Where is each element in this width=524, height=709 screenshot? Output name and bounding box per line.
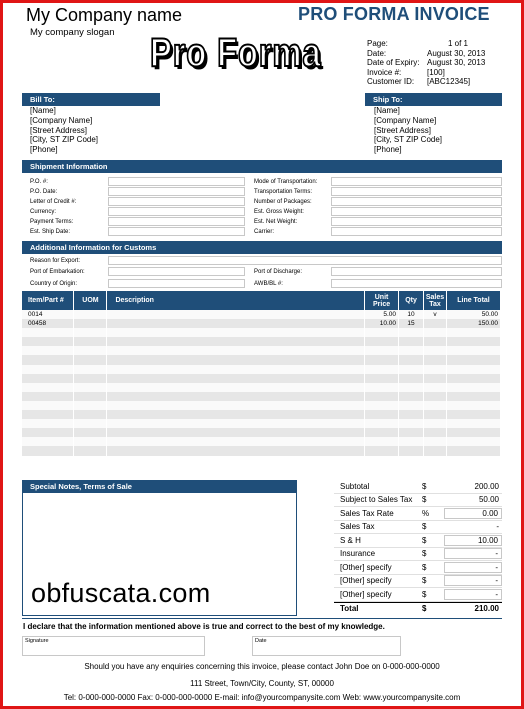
- totals-row: [334, 575, 502, 589]
- table-cell[interactable]: [22, 410, 74, 419]
- table-cell[interactable]: [107, 410, 365, 419]
- table-cell[interactable]: [424, 401, 447, 410]
- table-cell[interactable]: [22, 365, 74, 374]
- table-cell[interactable]: v: [424, 310, 447, 319]
- table-cell[interactable]: [22, 355, 74, 364]
- table-row: [22, 410, 501, 419]
- table-cell[interactable]: [365, 337, 399, 346]
- address-line: [Name]: [30, 106, 56, 115]
- signature-label: Signature: [25, 638, 49, 644]
- table-cell[interactable]: [365, 383, 399, 392]
- totals-panel: [334, 480, 502, 615]
- totals-label: S & H: [340, 535, 361, 545]
- table-cell[interactable]: [107, 446, 365, 455]
- table-cell[interactable]: [74, 383, 107, 392]
- table-cell[interactable]: [74, 355, 107, 364]
- meta-key: Date of Expiry:: [367, 58, 420, 67]
- table-cell[interactable]: 10: [399, 310, 424, 319]
- table-row: [22, 419, 501, 428]
- totals-row: [334, 521, 502, 535]
- meta-value: August 30, 2013: [427, 48, 486, 58]
- table-cell[interactable]: [424, 428, 447, 437]
- table-cell[interactable]: [447, 383, 501, 392]
- table-cell[interactable]: [107, 374, 365, 383]
- totals-label: Insurance: [340, 549, 376, 559]
- table-cell[interactable]: [447, 419, 501, 428]
- table-row: [22, 437, 501, 446]
- table-cell[interactable]: [399, 355, 424, 364]
- table-cell[interactable]: [365, 355, 399, 364]
- totals-value: -: [496, 522, 499, 532]
- table-cell[interactable]: [365, 428, 399, 437]
- address-line: [Street Address]: [374, 125, 431, 135]
- pro-forma-stamp: Pro Forma: [150, 31, 322, 75]
- table-cell[interactable]: [22, 346, 74, 355]
- table-cell[interactable]: [107, 355, 365, 364]
- table-cell[interactable]: [107, 346, 365, 355]
- table-cell[interactable]: [22, 337, 74, 346]
- table-cell[interactable]: [399, 401, 424, 410]
- table-row: [22, 346, 501, 355]
- table-cell[interactable]: [22, 419, 74, 428]
- table-cell[interactable]: [447, 410, 501, 419]
- address-line: [Phone]: [30, 145, 58, 155]
- totals-value[interactable]: 0.00: [444, 508, 502, 519]
- table-cell[interactable]: [399, 374, 424, 383]
- table-cell[interactable]: [107, 437, 365, 446]
- watermark: obfuscata.com: [31, 578, 211, 608]
- meta-row: [367, 49, 489, 59]
- totals-symbol: $: [422, 589, 427, 599]
- totals-row: [334, 480, 502, 494]
- table-cell[interactable]: [365, 401, 399, 410]
- table-cell[interactable]: [365, 437, 399, 446]
- table-cell[interactable]: [365, 328, 399, 337]
- table-cell[interactable]: [74, 374, 107, 383]
- declaration: I declare that the information mentioned above is true and correct to the best of my knowledge.: [23, 622, 385, 631]
- col-unit-price: Unit Price: [365, 291, 399, 310]
- ship-to-address: [374, 106, 442, 155]
- totals-label: Sales Tax Rate: [340, 508, 394, 518]
- shipment-label: Transportation Terms:: [254, 189, 313, 195]
- totals-symbol: $: [422, 481, 427, 491]
- table-cell[interactable]: [424, 446, 447, 455]
- meta-key: Date:: [367, 48, 387, 58]
- customs-header: Additional Information for Customs: [22, 241, 502, 254]
- totals-row: [334, 561, 502, 575]
- company-slogan: My company slogan: [30, 27, 115, 38]
- divider: [22, 618, 502, 619]
- table-cell[interactable]: [447, 437, 501, 446]
- bill-to-address: [30, 106, 98, 155]
- table-cell[interactable]: [399, 383, 424, 392]
- shipment-label: Currency:: [30, 209, 57, 215]
- table-cell[interactable]: [74, 346, 107, 355]
- shipment-label: Est. Net Weight:: [254, 219, 298, 225]
- table-cell[interactable]: [399, 410, 424, 419]
- meta-row: [367, 77, 489, 87]
- address-line: [City, ST ZIP Code]: [374, 135, 443, 145]
- table-cell[interactable]: [424, 346, 447, 355]
- totals-row: [334, 602, 502, 616]
- meta-key: Customer ID:: [367, 77, 415, 86]
- table-cell[interactable]: [107, 319, 365, 328]
- table-cell[interactable]: [447, 392, 501, 401]
- invoice-meta: [367, 39, 489, 87]
- table-cell[interactable]: [424, 392, 447, 401]
- table-cell[interactable]: [107, 383, 365, 392]
- awb-field[interactable]: [331, 279, 502, 288]
- table-cell[interactable]: [22, 437, 74, 446]
- table-row: [22, 337, 501, 346]
- totals-label: Subject to Sales Tax: [340, 495, 413, 505]
- table-cell[interactable]: [74, 365, 107, 374]
- reason-label: Reason for Export:: [30, 258, 81, 264]
- address-line: [Phone]: [374, 145, 402, 155]
- table-cell[interactable]: [74, 428, 107, 437]
- col-uom: UOM: [74, 291, 107, 310]
- totals-symbol: $: [422, 522, 427, 532]
- table-cell[interactable]: [365, 446, 399, 455]
- bill-to-header: Bill To:: [22, 93, 160, 106]
- shipment-label: Number of Packages:: [254, 199, 312, 205]
- date-field[interactable]: [252, 636, 401, 656]
- totals-value: 210.00: [474, 604, 499, 614]
- table-cell[interactable]: [365, 365, 399, 374]
- totals-row: [334, 494, 502, 508]
- totals-value: 200.00: [474, 481, 499, 491]
- col-description: Description: [107, 291, 365, 310]
- shipment-field[interactable]: [108, 177, 245, 186]
- table-cell[interactable]: [424, 355, 447, 364]
- shipment-label: Letter of Credit #:: [30, 199, 77, 205]
- totals-row: [334, 548, 502, 562]
- meta-value: [100]: [427, 67, 445, 77]
- table-cell[interactable]: [74, 410, 107, 419]
- table-cell[interactable]: [365, 410, 399, 419]
- shipment-label: Mode of Transportation:: [254, 179, 318, 185]
- table-cell[interactable]: [424, 337, 447, 346]
- totals-symbol: $: [422, 576, 427, 586]
- table-row: [22, 365, 501, 374]
- notes-header: Special Notes, Terms of Sale: [22, 480, 297, 493]
- items-table: [22, 291, 501, 456]
- col-sales-tax: Sales Tax: [424, 291, 447, 310]
- company-address: 111 Street, Town/City, County, ST, 00000: [190, 679, 334, 688]
- address-line: [Company Name]: [30, 115, 93, 125]
- totals-value[interactable]: 10.00: [444, 535, 502, 546]
- col-line-total: Line Total: [447, 291, 501, 310]
- table-cell[interactable]: [365, 392, 399, 401]
- table-cell[interactable]: [74, 437, 107, 446]
- table-row: [22, 401, 501, 410]
- company-contact: Tel: 0-000-000-0000 Fax: 0-000-000-0000 E-mail: info@yourcompanysite.com Web: www.yourcompanysite.com: [63, 693, 461, 702]
- table-cell[interactable]: 15: [399, 319, 424, 328]
- table-cell[interactable]: [447, 337, 501, 346]
- table-cell[interactable]: [74, 328, 107, 337]
- table-cell[interactable]: [447, 355, 501, 364]
- table-cell[interactable]: [74, 446, 107, 455]
- table-cell[interactable]: [424, 437, 447, 446]
- table-cell[interactable]: [447, 346, 501, 355]
- shipment-field[interactable]: [108, 187, 245, 196]
- meta-value: [ABC12345]: [427, 77, 471, 86]
- address-line: [Street Address]: [30, 125, 87, 135]
- totals-row: [334, 507, 502, 521]
- totals-label: Total: [340, 604, 359, 614]
- table-cell[interactable]: 50.00: [447, 310, 501, 319]
- totals-value[interactable]: -: [444, 589, 502, 600]
- totals-row: [334, 588, 502, 602]
- date-label: Date: [255, 638, 267, 644]
- table-cell[interactable]: [399, 392, 424, 401]
- totals-value[interactable]: -: [444, 548, 502, 559]
- table-cell[interactable]: [22, 392, 74, 401]
- table-cell[interactable]: [399, 365, 424, 374]
- table-cell[interactable]: [399, 428, 424, 437]
- shipment-label: P.O. Date:: [30, 189, 58, 195]
- totals-value: 50.00: [478, 495, 499, 505]
- ship-to-header: Ship To:: [365, 93, 502, 106]
- table-cell[interactable]: [424, 383, 447, 392]
- table-cell[interactable]: [74, 419, 107, 428]
- totals-row: [334, 534, 502, 548]
- table-row: [22, 428, 501, 437]
- reason-field[interactable]: [108, 256, 502, 265]
- table-cell[interactable]: [424, 410, 447, 419]
- table-cell[interactable]: [365, 374, 399, 383]
- meta-row: [367, 68, 489, 78]
- table-cell[interactable]: [107, 337, 365, 346]
- totals-symbol: $: [422, 535, 427, 545]
- table-cell[interactable]: [399, 328, 424, 337]
- table-row: [22, 328, 501, 337]
- shipment-field[interactable]: [331, 207, 502, 216]
- table-cell[interactable]: [424, 419, 447, 428]
- shipment-field[interactable]: [108, 197, 245, 206]
- table-row: [22, 355, 501, 364]
- totals-symbol: $: [422, 604, 427, 614]
- table-cell[interactable]: [107, 419, 365, 428]
- table-cell[interactable]: 150.00: [447, 319, 501, 328]
- table-cell[interactable]: [107, 428, 365, 437]
- embarkation-label: Port of Embarkation:: [30, 269, 85, 275]
- table-cell[interactable]: [447, 374, 501, 383]
- table-cell[interactable]: [424, 328, 447, 337]
- discharge-field[interactable]: [331, 267, 502, 276]
- totals-symbol: $: [422, 495, 427, 505]
- table-cell[interactable]: [447, 428, 501, 437]
- table-cell[interactable]: [447, 365, 501, 374]
- totals-label: Sales Tax: [340, 522, 375, 532]
- table-cell[interactable]: [22, 374, 74, 383]
- table-cell[interactable]: [424, 374, 447, 383]
- shipment-label: Est. Ship Date:: [30, 229, 71, 235]
- meta-row: [367, 58, 489, 68]
- shipment-label: Carrier:: [254, 229, 275, 235]
- company-name: My Company name: [26, 5, 183, 25]
- table-cell[interactable]: [107, 328, 365, 337]
- address-line: [Name]: [374, 106, 400, 115]
- shipment-label: P.O. #:: [30, 179, 48, 185]
- table-cell[interactable]: [22, 428, 74, 437]
- table-cell[interactable]: [365, 346, 399, 355]
- shipment-header: Shipment Information: [22, 160, 502, 173]
- totals-symbol: $: [422, 562, 427, 572]
- table-cell[interactable]: [447, 328, 501, 337]
- table-cell[interactable]: [424, 319, 447, 328]
- totals-label: [Other] specify: [340, 589, 392, 599]
- shipment-field[interactable]: [108, 227, 245, 236]
- shipment-label: Payment Terms:: [30, 219, 74, 225]
- table-cell[interactable]: [74, 310, 107, 319]
- shipment-field[interactable]: [331, 177, 502, 186]
- table-cell[interactable]: [74, 319, 107, 328]
- shipment-field[interactable]: [108, 207, 245, 216]
- table-cell[interactable]: 00458: [22, 319, 74, 328]
- col-item: Item/Part #: [22, 291, 74, 310]
- totals-symbol: %: [422, 508, 430, 518]
- signature-field[interactable]: [22, 636, 205, 656]
- enquiries-text: Should you have any enquiries concerning this invoice, please contact John Doe on 0-000-000-0000: [84, 662, 440, 671]
- table-cell[interactable]: [107, 392, 365, 401]
- meta-row: [367, 39, 489, 49]
- totals-value[interactable]: -: [444, 562, 502, 573]
- meta-key: Invoice #:: [367, 67, 402, 77]
- table-cell[interactable]: [74, 401, 107, 410]
- table-cell[interactable]: [365, 419, 399, 428]
- table-cell[interactable]: [107, 310, 365, 319]
- totals-symbol: $: [422, 549, 427, 559]
- table-cell[interactable]: [107, 365, 365, 374]
- table-cell[interactable]: [74, 337, 107, 346]
- shipment-field[interactable]: [108, 217, 245, 226]
- table-cell[interactable]: [22, 401, 74, 410]
- totals-label: [Other] specify: [340, 562, 392, 572]
- table-cell[interactable]: 10.00: [365, 319, 399, 328]
- address-line: [City, ST ZIP Code]: [30, 135, 99, 145]
- shipment-field[interactable]: [331, 197, 502, 206]
- origin-field[interactable]: [108, 279, 245, 288]
- meta-key: Page:: [367, 39, 388, 48]
- table-cell[interactable]: [424, 365, 447, 374]
- awb-label: AWB/BL #:: [254, 281, 283, 287]
- table-cell[interactable]: 5.00: [365, 310, 399, 319]
- totals-value[interactable]: -: [444, 575, 502, 586]
- col-qty: Qty: [399, 291, 424, 310]
- table-cell[interactable]: [447, 446, 501, 455]
- shipment-field[interactable]: [331, 217, 502, 226]
- origin-label: Country of Origin:: [30, 281, 78, 287]
- table-cell[interactable]: [399, 437, 424, 446]
- table-cell[interactable]: [107, 401, 365, 410]
- table-cell[interactable]: [399, 337, 424, 346]
- table-cell[interactable]: [22, 328, 74, 337]
- table-cell[interactable]: [22, 446, 74, 455]
- shipment-label: Est. Gross Weight:: [254, 209, 304, 215]
- embarkation-field[interactable]: [108, 267, 245, 276]
- table-cell[interactable]: [399, 446, 424, 455]
- meta-value: August 30, 2013: [427, 58, 486, 67]
- table-cell[interactable]: [447, 401, 501, 410]
- address-line: [Company Name]: [374, 115, 437, 125]
- totals-label: [Other] specify: [340, 576, 392, 586]
- invoice-title: PRO FORMA INVOICE: [298, 4, 490, 24]
- meta-value: 1 of 1: [447, 39, 468, 48]
- table-cell[interactable]: 0014: [22, 310, 74, 319]
- table-row: [22, 446, 501, 455]
- totals-label: Subtotal: [340, 481, 370, 491]
- table-cell[interactable]: [399, 346, 424, 355]
- table-cell[interactable]: [22, 383, 74, 392]
- discharge-label: Port of Discharge:: [254, 269, 303, 275]
- table-row: [22, 319, 501, 328]
- table-cell[interactable]: [74, 392, 107, 401]
- table-row: [22, 374, 501, 383]
- table-row: [22, 392, 501, 401]
- shipment-field[interactable]: [331, 227, 502, 236]
- table-cell[interactable]: [399, 419, 424, 428]
- shipment-field[interactable]: [331, 187, 502, 196]
- table-row: [22, 310, 501, 319]
- table-row: [22, 383, 501, 392]
